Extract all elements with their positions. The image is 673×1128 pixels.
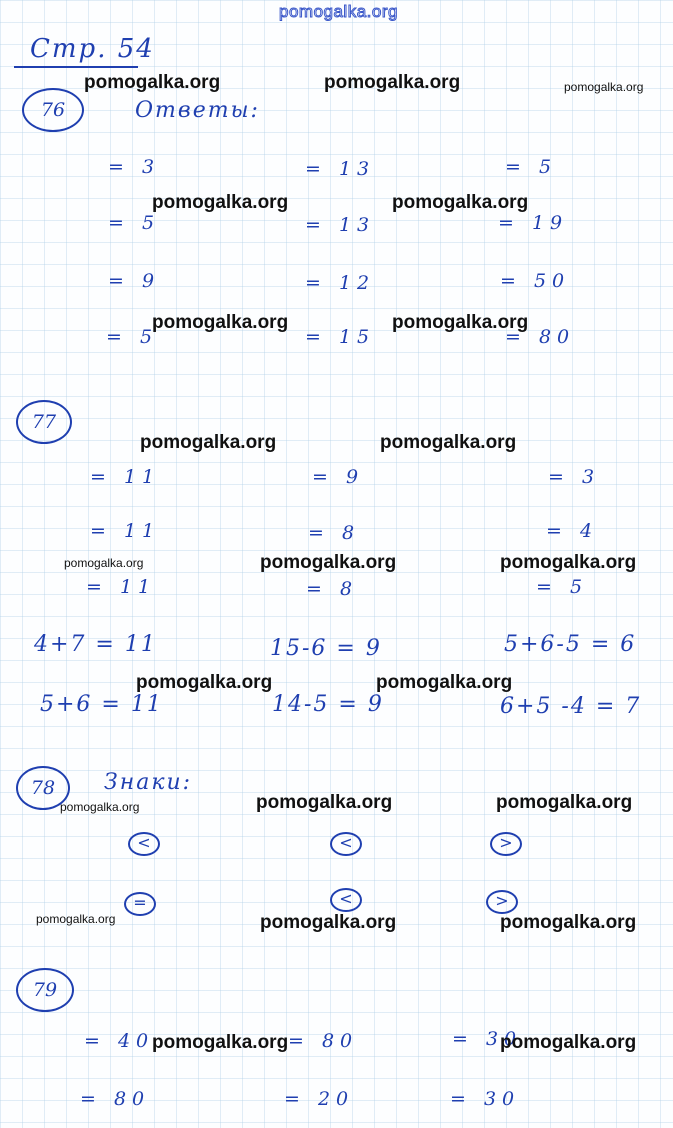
answer: = 11 <box>90 466 161 488</box>
comparison-sign: = <box>124 892 156 916</box>
watermark: pomogalka.org <box>140 432 277 453</box>
answer: = 8 <box>306 578 359 600</box>
comparison-sign: > <box>490 832 522 856</box>
answers-label: Ответы: <box>135 98 260 123</box>
signs-label: Знаки: <box>104 770 193 795</box>
watermark: pomogalka.org <box>60 800 140 814</box>
task-78-number: 78 <box>16 766 70 810</box>
answer: = 5 <box>505 156 558 178</box>
watermark: pomogalka.org <box>136 672 273 693</box>
task-77-number: 77 <box>16 400 72 444</box>
answer: = 13 <box>305 214 376 236</box>
watermark: pomogalka.org <box>152 312 289 333</box>
watermark: pomogalka.org <box>500 552 637 573</box>
watermark: pomogalka.org <box>392 312 529 333</box>
watermark: pomogalka.org <box>500 912 637 933</box>
watermark: pomogalka.org <box>564 80 644 94</box>
comparison-sign: < <box>330 888 362 912</box>
answer: = 15 <box>305 326 376 348</box>
watermark: pomogalka.org <box>260 552 397 573</box>
answer: = 13 <box>305 158 376 180</box>
watermark: pomogalka.org <box>152 1032 289 1053</box>
task-76-number: 76 <box>22 88 84 132</box>
equation: 5+6-5 = 6 <box>504 632 637 657</box>
comparison-sign: > <box>486 890 518 914</box>
answer: = 8 <box>308 522 361 544</box>
watermark: pomogalka.org <box>64 556 144 570</box>
answer: = 80 <box>505 326 576 348</box>
equation: 14-5 = 9 <box>272 692 384 717</box>
answer: = 80 <box>288 1030 359 1052</box>
watermark: pomogalka.org <box>84 72 221 93</box>
header-underline <box>14 66 138 68</box>
answer: = 5 <box>106 326 159 348</box>
equation: 15-6 = 9 <box>270 636 382 661</box>
watermark: pomogalka.org <box>392 192 529 213</box>
equation: 6+5 -4 = 7 <box>500 694 642 719</box>
watermark: pomogalka.org <box>380 432 517 453</box>
answer: = 19 <box>498 212 569 234</box>
equation: 5+6 = 11 <box>40 692 163 717</box>
answer: = 30 <box>452 1028 523 1050</box>
answer: = 5 <box>108 212 161 234</box>
comparison-sign: < <box>128 832 160 856</box>
watermark: pomogalka.org <box>260 912 397 933</box>
answer: = 50 <box>500 270 571 292</box>
answer: = 5 <box>536 576 589 598</box>
watermark: pomogalka.org <box>500 1032 637 1053</box>
watermark: pomogalka.org <box>36 912 116 926</box>
equation: 4+7 = 11 <box>34 632 157 657</box>
answer: = 40 <box>84 1030 155 1052</box>
watermark: pomogalka.org <box>152 192 289 213</box>
watermark: pomogalka.org <box>324 72 461 93</box>
task-79-number: 79 <box>16 968 74 1012</box>
watermark: pomogalka.org <box>496 792 633 813</box>
answer: = 11 <box>90 520 161 542</box>
answer: = 3 <box>548 466 601 488</box>
answer: = 30 <box>450 1088 521 1110</box>
answer: = 80 <box>80 1088 151 1110</box>
answer: = 9 <box>108 270 161 292</box>
answer: = 4 <box>546 520 599 542</box>
answer: = 11 <box>86 576 157 598</box>
answer: = 3 <box>108 156 161 178</box>
answer: = 20 <box>284 1088 355 1110</box>
watermark: pomogalka.org <box>256 792 393 813</box>
top-watermark: pomogalka.org <box>279 2 398 21</box>
answer: = 9 <box>312 466 365 488</box>
page-header: Стр. 54 <box>30 34 155 64</box>
comparison-sign: < <box>330 832 362 856</box>
watermark: pomogalka.org <box>376 672 513 693</box>
answer: = 12 <box>305 272 376 294</box>
